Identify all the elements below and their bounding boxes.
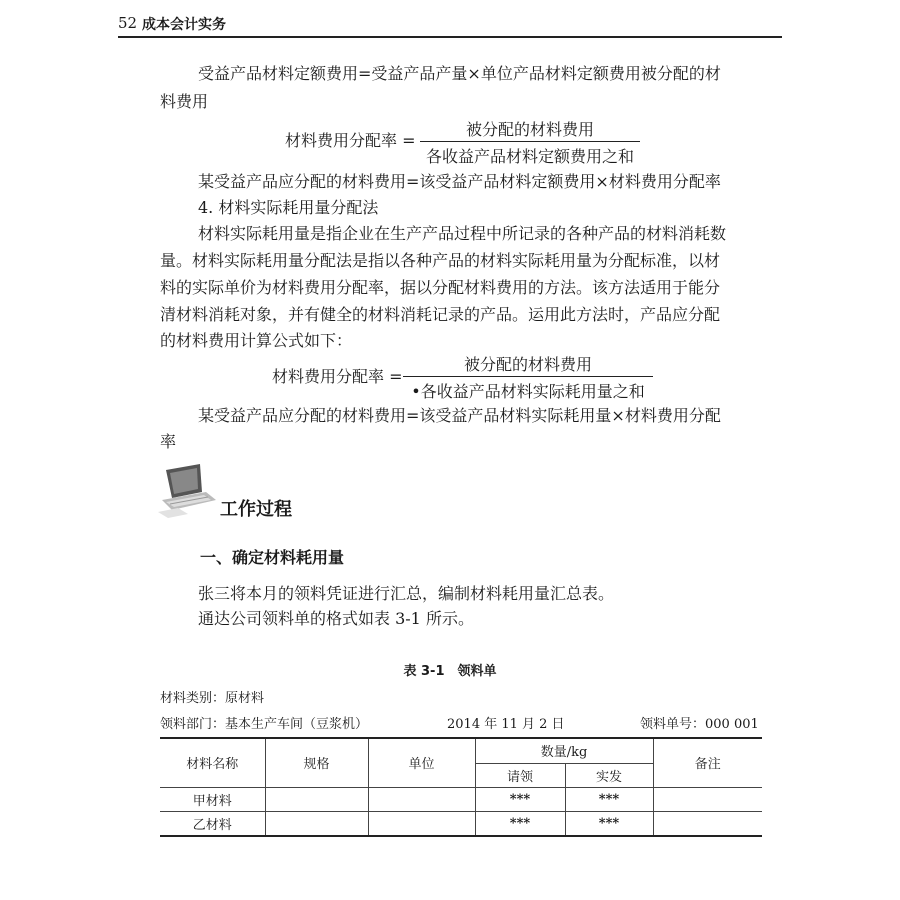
cell-spec xyxy=(265,787,368,811)
cell-issued: *** xyxy=(565,811,653,836)
cell-unit xyxy=(368,811,475,836)
formula-1-denominator: 各收益产品材料定额费用之和 xyxy=(425,147,634,166)
cell-requested: *** xyxy=(475,787,565,811)
table-row xyxy=(160,811,762,836)
formula-1-numerator: 被分配的材料费用 xyxy=(465,120,594,139)
para3-line: 料的实际单价为材料费用分配率，据以分配材料费用的方法。该方法适用于能分 xyxy=(160,278,721,297)
requisition-table xyxy=(160,737,762,837)
cell-spec xyxy=(265,811,368,836)
para1-line2: 料费用 xyxy=(160,92,209,111)
header-unit: 单位 xyxy=(368,738,475,787)
page-number: 52 xyxy=(118,14,138,32)
header-requested: 请领 xyxy=(475,763,565,787)
formula-2-label: 材料费用分配率 = xyxy=(272,367,403,386)
book-title: 成本会计实务 xyxy=(142,17,226,33)
para6: 通达公司领料单的格式如表 3-1 所示。 xyxy=(198,609,474,628)
cell-name: 乙材料 xyxy=(160,811,265,836)
formula-2-numerator: 被分配的材料费用 xyxy=(463,355,592,374)
cell-unit xyxy=(368,787,475,811)
table-caption: 表 3-1 领料单 xyxy=(403,664,497,679)
cell-issued: *** xyxy=(565,787,653,811)
header-material-name: 材料名称 xyxy=(160,738,265,787)
header-spec: 规格 xyxy=(265,738,368,787)
section-1-title: 一、确定材料耗用量 xyxy=(200,548,345,567)
para2: 某受益产品应分配的材料费用=该受益产品材料定额费用×材料费用分配率 xyxy=(198,172,721,191)
formula-2-denominator: •各收益产品材料实际耗用量之和 xyxy=(411,382,645,401)
header-rule xyxy=(118,36,782,38)
cell-name: 甲材料 xyxy=(160,787,265,811)
form-number: 领料单号：000 001 xyxy=(640,717,759,732)
keyboard-icon xyxy=(158,462,220,518)
cell-remarks xyxy=(653,787,762,811)
header-issued: 实发 xyxy=(565,763,653,787)
para4-line2: 率 xyxy=(160,432,177,451)
para3-line: 的材料费用计算公式如下： xyxy=(160,331,353,350)
para5: 张三将本月的领料凭证进行汇总，编制材料耗用量汇总表。 xyxy=(198,584,615,603)
para3-line: 材料实际耗用量是指企业在生产产品过程中所记录的各种产品的材料消耗数 xyxy=(198,224,727,243)
para1-line1: 受益产品材料定额费用=受益产品产量×单位产品材料定额费用被分配的材 xyxy=(198,64,721,83)
cell-remarks xyxy=(653,811,762,836)
formula-1-label: 材料费用分配率 = xyxy=(285,131,416,150)
header-remarks: 备注 xyxy=(653,738,762,787)
formula-2-fraction-line xyxy=(403,376,653,377)
header-quantity: 数量/kg xyxy=(475,738,653,763)
formula-1-fraction-line xyxy=(420,141,640,142)
material-category: 材料类别：原材料 xyxy=(160,691,265,706)
cell-requested: *** xyxy=(475,811,565,836)
para4-line1: 某受益产品应分配的材料费用=该受益产品材料实际耗用量×材料费用分配 xyxy=(198,406,721,425)
para3-line: 清材料消耗对象，并有健全的材料消耗记录的产品。运用此方法时，产品应分配 xyxy=(160,305,721,324)
para3-line: 量。材料实际耗用量分配法是指以各种产品的材料实际耗用量为分配标准，以材 xyxy=(160,251,721,270)
form-date: 2014 年 11 月 2 日 xyxy=(447,717,565,732)
work-process-title: 工作过程 xyxy=(220,499,292,520)
table-row xyxy=(160,787,762,811)
method4-heading: 4. 材料实际耗用量分配法 xyxy=(198,198,379,217)
department: 领料部门：基本生产车间（豆浆机） xyxy=(160,717,369,732)
